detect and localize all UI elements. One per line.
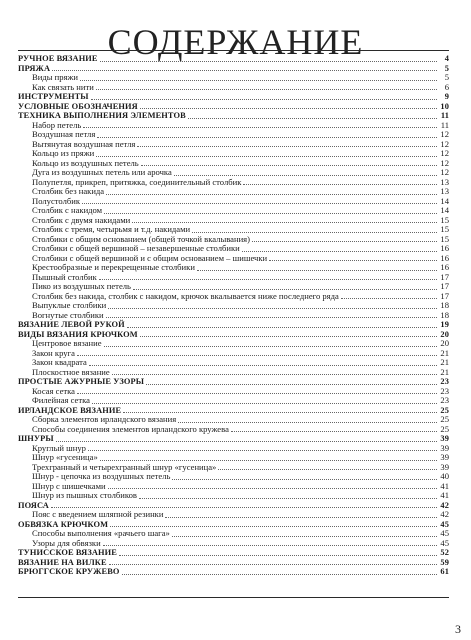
toc-section-entry	[18, 102, 449, 112]
dot-leader	[51, 506, 437, 508]
toc-entry-title: Шнур «гусеница»	[32, 452, 98, 462]
dot-leader	[109, 563, 437, 565]
dot-leader	[137, 145, 437, 147]
toc-entry-title: Шнур - цепочка из воздушных петель	[32, 471, 171, 481]
toc-entry-title: Столбик с двумя накидами	[32, 214, 131, 225]
toc-entry-page: 17	[440, 281, 449, 291]
toc-subentry	[18, 396, 449, 406]
toc-entry-title: Полупетля, прикреп, притяжка, соединительный столбик	[32, 176, 242, 187]
toc-entry-title: ТЕХНИКА ВЫПОЛНЕНИЯ ЭЛЕМЕНТОВ	[18, 111, 186, 120]
toc-entry-page: 20	[440, 329, 449, 339]
toc-entry-page: 5	[444, 72, 449, 82]
dot-leader	[140, 335, 437, 337]
toc-entry-page: 12	[440, 148, 449, 158]
toc-entry-title: Столбик с накидом	[32, 205, 103, 215]
toc-entry-title: Как связать нити	[32, 81, 94, 92]
toc-entry-page: 12	[440, 167, 449, 177]
dot-leader	[197, 269, 437, 271]
dot-leader	[100, 60, 437, 62]
toc-entry-title: ВИДЫ ВЯЗАНИЯ КРЮЧКОМ	[18, 329, 138, 339]
toc-entry-title: Шнур из пышных столбиков	[32, 490, 137, 500]
dot-leader	[132, 221, 437, 223]
dot-leader	[192, 231, 437, 233]
toc-entry-page: 42	[440, 509, 449, 519]
dot-leader	[127, 326, 437, 328]
toc-subentry	[18, 311, 449, 321]
toc-section-entry	[18, 567, 449, 577]
dot-leader	[178, 421, 437, 423]
dot-leader	[341, 297, 437, 299]
dot-leader	[88, 449, 437, 451]
toc-entry-page: 13	[440, 176, 449, 187]
toc-entry-page: 12	[440, 129, 449, 139]
toc-entry-page: 16	[440, 252, 449, 263]
toc-entry-title: Пояс с введением шляпной резинки	[32, 509, 164, 519]
toc-entry-title: Полустолбик	[32, 195, 81, 206]
dot-leader	[165, 516, 437, 518]
toc-entry-title: Столбики с общей вершиной – незавершенные столбики	[32, 243, 240, 253]
toc-entry-title: Набор петель	[32, 119, 82, 130]
dot-leader	[96, 88, 437, 90]
dot-leader	[140, 107, 437, 109]
toc-entry-page: 41	[440, 480, 449, 491]
dot-leader	[172, 478, 437, 480]
toc-entry-page: 21	[440, 347, 449, 358]
toc-section-entry	[18, 54, 449, 64]
dot-leader	[89, 364, 437, 366]
toc-entry-page: 45	[440, 519, 449, 529]
dot-leader	[108, 307, 437, 309]
toc-entry-title: ВЯЗАНИЕ НА ВИЛКЕ	[18, 557, 107, 567]
toc-entry-page: 21	[440, 357, 449, 367]
toc-entry-page: 23	[440, 377, 449, 386]
toc-entry-title: ТУНИССКОЕ ВЯЗАНИЕ	[18, 548, 117, 557]
dot-leader	[139, 497, 437, 499]
toc-entry-page: 39	[440, 442, 449, 453]
toc-entry-title: Трехгранный и четырехгранный шнур «гусеница»	[32, 461, 217, 472]
dot-leader	[106, 193, 437, 195]
toc-entry-page: 18	[440, 309, 449, 320]
toc-entry-title: Выпуклые столбики	[32, 300, 107, 310]
toc-entry-page: 25	[440, 423, 449, 434]
dot-leader	[122, 573, 437, 575]
toc-entry-page: 25	[440, 405, 449, 415]
toc-entry-title: Способы соединения элементов ирландского кружева	[32, 423, 229, 434]
toc-entry-page: 61	[440, 567, 449, 576]
toc-entry-title: ПОЯСА	[18, 500, 49, 510]
toc-entry-title: Плоскостное вязание	[32, 366, 110, 377]
toc-section-entry	[18, 92, 449, 102]
dot-leader	[112, 373, 437, 375]
toc-entry-page: 39	[440, 434, 449, 443]
dot-leader	[252, 240, 437, 242]
dot-leader	[141, 164, 437, 166]
toc-entry-page: 18	[440, 300, 449, 310]
toc-entry-page: 12	[440, 157, 449, 168]
toc-entry-title: Виды пряжи	[32, 72, 79, 82]
dot-leader	[146, 383, 437, 385]
toc-entry-page: 15	[440, 233, 449, 244]
dot-leader	[231, 430, 437, 432]
toc-entry-title: РУЧНОЕ ВЯЗАНИЕ	[18, 54, 98, 63]
toc-entry-page: 41	[440, 490, 449, 500]
dot-leader	[108, 487, 437, 489]
toc-entry-title: ВЯЗАНИЕ ЛЕВОЙ РУКОЙ	[18, 320, 125, 329]
dot-leader	[96, 155, 437, 157]
toc-entry-page: 52	[440, 548, 449, 557]
toc-entry-title: Крестообразные и перекрещенные столбики	[32, 262, 195, 272]
toc-entry-title: ПРОСТЫЕ АЖУРНЫЕ УЗОРЫ	[18, 377, 145, 386]
toc-entry-page: 21	[440, 366, 449, 377]
dot-leader	[104, 212, 437, 214]
toc-entry-page: 59	[440, 557, 449, 567]
toc-entry-page: 16	[440, 243, 449, 253]
toc-section-entry	[18, 548, 449, 558]
dot-leader	[77, 392, 437, 394]
dot-leader	[110, 525, 437, 527]
toc-frame	[18, 50, 449, 598]
dot-leader	[133, 288, 437, 290]
dot-leader	[80, 79, 437, 81]
toc-entry-page: 17	[440, 290, 449, 301]
toc-entry-title: Пышный столбик	[32, 271, 97, 282]
dot-leader	[91, 98, 437, 100]
toc-entry-title: ИРЛАНДСКОЕ ВЯЗАНИЕ	[18, 405, 122, 415]
toc-entry-page: 15	[440, 224, 449, 234]
toc-entry-page: 19	[440, 320, 449, 329]
toc-entry-title: Косая сетка	[32, 385, 75, 396]
toc-entry-title: Столбик без накида	[32, 186, 105, 196]
dot-leader	[97, 136, 437, 138]
toc-entry-page: 20	[440, 338, 449, 348]
toc-entry-title: Центровое вязание	[32, 338, 102, 348]
toc-entry-page: 14	[440, 205, 449, 215]
toc-entry-title: Узоры для обвязки	[32, 537, 101, 548]
toc-section-entry	[18, 377, 449, 387]
toc-entry-title: Столбик с тремя, четырьмя и т.д. накидами	[32, 224, 191, 234]
toc-entry-title: Вогнутые столбики	[32, 309, 104, 320]
dot-leader	[82, 202, 437, 204]
dot-leader	[104, 345, 437, 347]
toc-entry-title: ОБВЯЗКА КРЮЧКОМ	[18, 519, 109, 529]
toc-entry-title: Вытянутая воздушная петля	[32, 138, 136, 149]
toc-subentry	[18, 339, 449, 349]
dot-leader	[174, 174, 437, 176]
dot-leader	[123, 411, 437, 413]
dot-leader	[119, 554, 437, 556]
dot-leader	[103, 544, 437, 546]
dot-leader	[52, 69, 437, 71]
toc-subentry	[18, 368, 449, 378]
toc-entry-page: 39	[440, 461, 449, 472]
dot-leader	[106, 316, 437, 318]
toc-entry-title: Столбики с общим основанием (общей точкой вкалывания)	[32, 233, 250, 244]
toc-entry-page: 39	[440, 452, 449, 462]
toc-entry-page: 25	[440, 414, 449, 424]
dot-leader	[83, 126, 437, 128]
dot-leader	[92, 402, 437, 404]
toc-entry-page: 40	[440, 471, 449, 481]
toc-entry-page: 23	[440, 385, 449, 396]
toc-entry-title: Сборка элементов ирландского вязания	[32, 414, 177, 424]
toc-entry-title: БРЮГГСКОЕ КРУЖЕВО	[18, 567, 120, 576]
toc-entry-page: 16	[440, 262, 449, 272]
toc-entry-title: ИНСТРУМЕНТЫ	[18, 92, 89, 101]
toc-subentry	[18, 83, 449, 93]
dot-leader	[100, 459, 437, 461]
toc-entry-page: 15	[440, 214, 449, 225]
dot-leader	[218, 468, 437, 470]
toc-entry-title: Пико из воздушных петель	[32, 281, 131, 291]
toc-entry-title: Круглый шнур	[32, 442, 86, 453]
toc-section-entry	[18, 111, 449, 121]
toc-section-entry	[18, 558, 449, 568]
toc-subentry	[18, 510, 449, 520]
toc-entry-title: Кольцо из воздушных петель	[32, 157, 139, 168]
toc-entry-title: Столбики с общей вершиной и с общим основанием – шишечки	[32, 252, 268, 263]
dot-leader	[172, 535, 437, 537]
page-number: 3	[455, 622, 461, 636]
toc-entry-page: 45	[440, 537, 449, 548]
toc-entry-title: Способы выполнения «рачьего шага»	[32, 528, 170, 538]
toc-entry-title: Воздушная петля	[32, 129, 96, 139]
toc-entry-page: 4	[444, 54, 449, 63]
dot-leader	[269, 259, 437, 261]
toc-entry-title: Дуга из воздушных петель или арочка	[32, 167, 172, 177]
toc-entry-page: 12	[440, 138, 449, 149]
toc-entry-title: ШНУРЫ	[18, 434, 54, 443]
table-of-contents	[18, 54, 449, 577]
toc-entry-page: 6	[444, 81, 449, 92]
toc-entry-title: Филейная сетка	[32, 395, 90, 405]
dot-leader	[56, 440, 437, 442]
toc-entry-title: Закон квадрата	[32, 357, 87, 367]
toc-subentry	[18, 491, 449, 501]
dot-leader	[77, 354, 437, 356]
toc-entry-page: 13	[440, 186, 449, 196]
toc-entry-page: 14	[440, 195, 449, 206]
dot-leader	[243, 183, 437, 185]
dot-leader	[188, 117, 437, 119]
toc-entry-title: УСЛОВНЫЕ ОБОЗНАЧЕНИЯ	[18, 101, 138, 111]
toc-subentry	[18, 425, 449, 435]
toc-entry-page: 45	[440, 528, 449, 538]
dot-leader	[99, 278, 437, 280]
toc-entry-page: 9	[444, 92, 449, 101]
toc-entry-page: 5	[444, 63, 449, 73]
toc-entry-title: ПРЯЖА	[18, 63, 51, 73]
toc-entry-page: 23	[440, 395, 449, 405]
toc-entry-page: 42	[440, 500, 449, 510]
page-title: СОДЕРЖАНИЕ	[107, 22, 364, 62]
toc-entry-page: 11	[440, 119, 449, 130]
toc-section-entry	[18, 64, 449, 74]
toc-entry-title: Шнур с шишечками	[32, 480, 106, 491]
toc-entry-title: Столбик без накида, столбик с накидом, крючок вкалывается ниже последнего ряда	[32, 290, 339, 301]
toc-entry-title: Закон круга	[32, 347, 75, 358]
dot-leader	[242, 250, 437, 252]
toc-subentry	[18, 539, 449, 549]
toc-entry-title: Кольцо из пряжи	[32, 148, 95, 158]
toc-section-entry	[18, 320, 449, 330]
toc-subentry	[18, 187, 449, 197]
toc-entry-page: 10	[440, 101, 449, 111]
toc-entry-page: 11	[440, 111, 449, 120]
toc-entry-page: 17	[440, 271, 449, 282]
